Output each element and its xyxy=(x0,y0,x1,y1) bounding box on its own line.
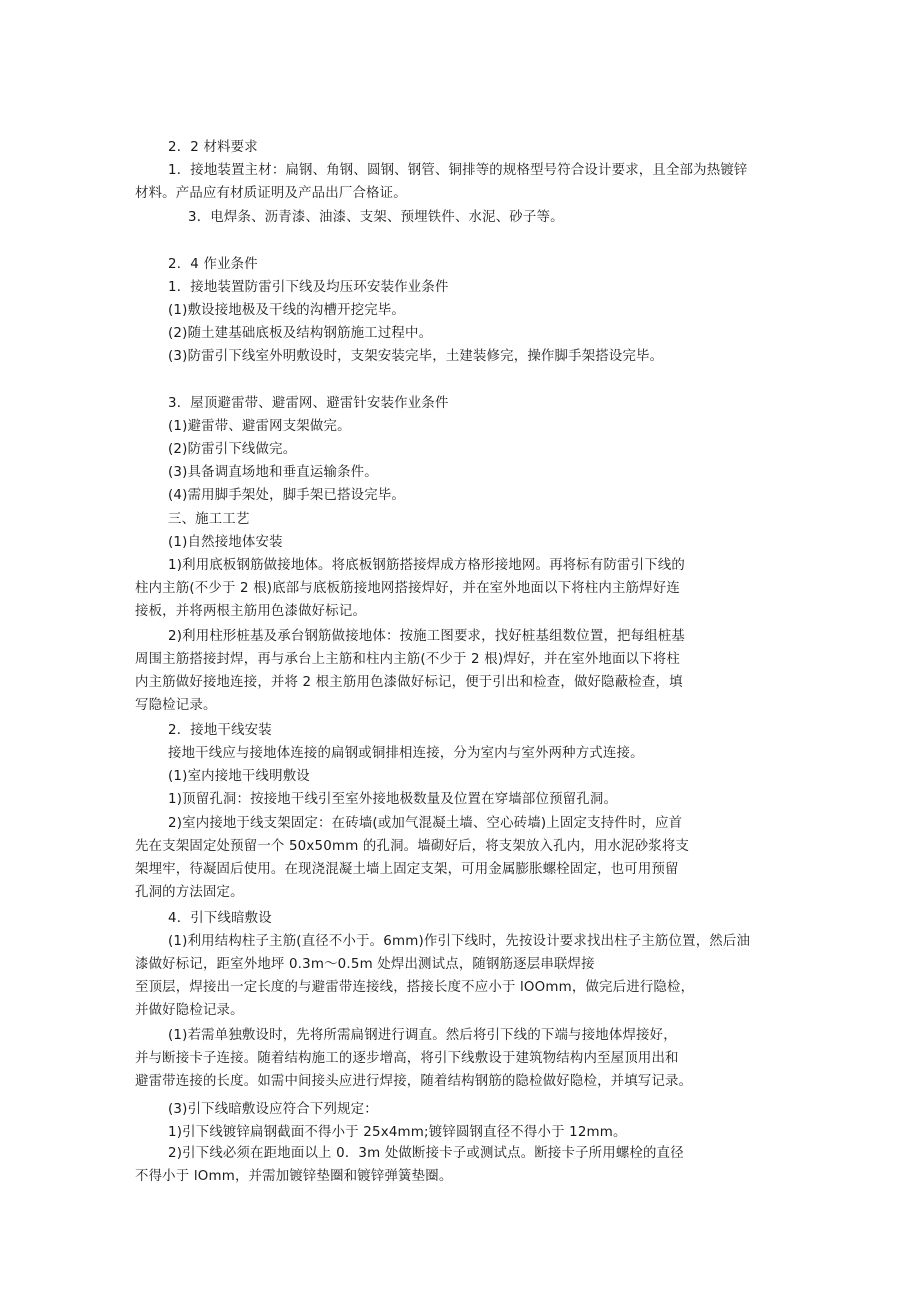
section-heading: 4．引下线暗敷设 xyxy=(168,911,272,926)
text-line: 2)室内接地于线支架固定：在砖墙(或加气混凝土墙、空心砖墙)上固定支持件时，应首 xyxy=(168,816,683,831)
text-line: 写隐检记录。 xyxy=(135,698,217,713)
text-line: 1)引下线镀锌扁钢截面不得小于 25x4mm;镀锌圆钢直径不得小于 12mm。 xyxy=(168,1125,627,1140)
text-line: 避雷带连接的长度。如需中间接头应进行焊接，随着结构钢筋的隐检做好隐检，并填写记录。 xyxy=(135,1074,693,1089)
text-line: 至顶层，焊接出一定长度的与避雷带连接线，搭接长度不应小于 lOOmm，做完后进行隐检， xyxy=(135,980,695,995)
text-line: 先在支架固定处预留一个 50x50mm 的孔洞。墙砌好后，将支架放入孔内，用水泥砂浆将支 xyxy=(135,839,690,854)
section-heading: 三、施工工艺 xyxy=(168,512,250,527)
text-line: 1．接地装置防雷引下线及均压环安装作业条件 xyxy=(168,280,449,295)
text-line: 3．电焊条、沥青漆、油漆、支架、预埋铁件、水泥、砂子等。 xyxy=(188,210,564,225)
text-line: 不得小于 lOmm，并需加镀锌垫圈和镀锌弹簧垫圈。 xyxy=(135,1169,453,1184)
text-line: 并与断接卡子连接。随着结构施工的逐步增高，将引下线敷设于建筑物结构内至屋顶用出和 xyxy=(135,1051,679,1066)
text-line: 2)引下线必须在距地面以上 0．3m 处做断接卡子或测试点。断接卡子所用螺栓的直径 xyxy=(168,1146,684,1161)
text-line: 2)利用柱形桩基及承台钢筋做接地体：按施工图要求，找好桩基组数位置，把每组桩基 xyxy=(168,629,685,644)
text-line: 接板，并将两根主筋用色漆做好标记。 xyxy=(135,604,367,619)
text-line: (4)需用脚手架处，脚手架已搭设完毕。 xyxy=(168,488,406,503)
text-line: (1)自然接地体安装 xyxy=(168,535,283,550)
text-line: 孔洞的方法固定。 xyxy=(135,885,244,900)
text-line: (3)防雷引下线室外明敷设时，支架安装完毕，土建装修完，操作脚手架搭设完毕。 xyxy=(168,349,664,364)
section-heading: 2．接地干线安装 xyxy=(168,723,272,738)
text-line: 漆做好标记，距室外地坪 0.3m～0.5m 处焊出测试点，随钢筋逐层串联焊接 xyxy=(135,957,595,972)
text-line: 1)利用底板钢筋做接地体。将底板钢筋搭接焊成方格形接地网。再将标有防雷引下线的 xyxy=(168,558,685,573)
section-heading: 2．2 材料要求 xyxy=(168,140,258,155)
text-line: 接地干线应与接地体连接的扁钢或铜排相连接，分为室内与室外两种方式连接。 xyxy=(168,746,644,761)
text-line: (1)敷设接地极及干线的沟槽开挖完毕。 xyxy=(168,303,406,318)
text-line: 3．屋顶避雷带、避雷网、避雷针安装作业条件 xyxy=(168,396,449,411)
text-line: (2)随土建基础底板及结构钢筋施工过程中。 xyxy=(168,326,433,341)
text-line: 周围主筋搭接封焊，再与承台上主筋和柱内主筋(不少于 2 根)焊好，并在室外地面以下将柱 xyxy=(135,652,680,667)
text-line: (3)引下线暗敷设应符合下列规定： xyxy=(168,1102,378,1117)
text-line: 并做好隐检记录。 xyxy=(135,1003,244,1018)
text-line: (3)具备调直场地和垂直运输条件。 xyxy=(168,465,378,480)
text-line: (2)防雷引下线做完。 xyxy=(168,442,297,457)
section-heading: 2．4 作业条件 xyxy=(168,257,258,272)
text-line: 柱内主筋(不少于 2 根)底部与底板筋接地网搭接焊好，并在室外地面以下将柱内主筋焊好连 xyxy=(135,581,680,596)
text-line: 1．接地装置主材：扁钢、角钢、圆钢、钢管、铜排等的规格型号符合设计要求，且全部为热镀锌 xyxy=(168,163,748,178)
text-line: (1)若需单独敷设时，先将所需扁钢进行调直。然后将引下线的下端与接地体焊接好， xyxy=(168,1028,677,1043)
text-line: (1)利用结构柱子主筋(直径不小于。6mm)作引下线时，先按设计要求找出柱子主筋位置，然后油 xyxy=(168,934,751,949)
text-line: (1)室内接地干线明敷设 xyxy=(168,769,310,784)
text-line: 内主筋做好接地连接，并将 2 根主筋用色漆做好标记，便于引出和检查，做好隐蔽检查，填 xyxy=(135,675,683,690)
text-line: 材料。产品应有材质证明及产品出厂合格证。 xyxy=(135,186,407,201)
text-line: 架埋牢，待凝固后使用。在现浇混凝土墙上固定支架，可用金属膨胀螺栓固定，也可用预留 xyxy=(135,862,679,877)
text-line: 1)顶留孔洞：按接地干线引至室外接地极数量及位置在穿墙部位预留孔洞。 xyxy=(168,792,618,807)
text-line: (1)避雷带、避雷网支架做完。 xyxy=(168,419,351,434)
